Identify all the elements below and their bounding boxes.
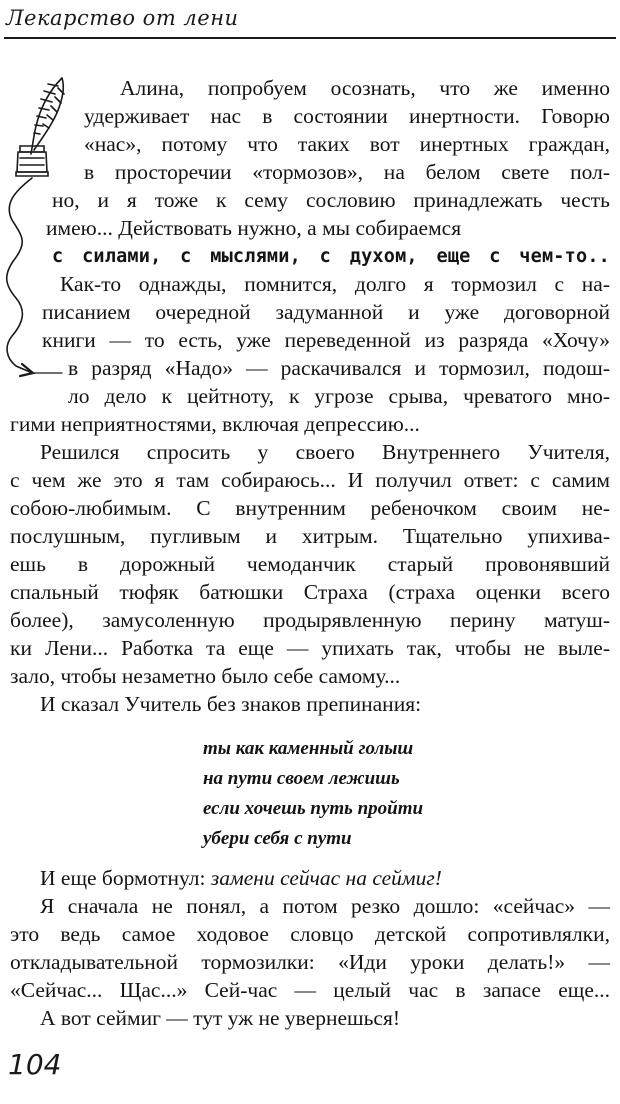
page-number: 104 xyxy=(8,1048,62,1081)
poem-line: на пути своем лежишь xyxy=(203,768,400,789)
text-line: писанием очередной задуманной и уже договорной xyxy=(42,300,610,324)
paragraph-5 xyxy=(40,864,442,892)
poem-line: если хочешь путь пройти xyxy=(203,798,424,819)
poem-line: ты как каменный голыш xyxy=(203,738,414,759)
text-line: удерживает нас в состоянии инертности. Говорю xyxy=(84,104,610,128)
running-title: Лекарство от лени xyxy=(6,6,239,30)
text-line: с чем же это я там собираюсь... И получил ответ: с самим xyxy=(10,468,610,492)
text-line: в разряд «Надо» — раскачивался и тормозил, подош- xyxy=(68,356,610,380)
paragraph-7: А вот сеймиг — тут уж не увернешься! xyxy=(40,1006,400,1030)
header-rule xyxy=(4,37,616,39)
text-line: более), замусоленную продырявленную перину матуш- xyxy=(10,608,610,632)
text-line: гими неприятностями, включая депрессию... xyxy=(10,412,420,436)
text-line: собою-любимым. С внутренним ребеночком своим не- xyxy=(10,496,610,520)
text-line: имею... Действовать нужно, а мы собираемся xyxy=(46,216,462,240)
text-line: это ведь самое ходовое словцо детской сопротивлялки, xyxy=(10,922,610,946)
text-line: книги — то есть, уже переведенной из разряда «Хочу» xyxy=(42,328,610,352)
text-line: спальный тюфяк батюшки Страха (страха оценки всего xyxy=(10,580,610,604)
poem-line: убери себя с пути xyxy=(203,828,352,849)
paragraph-5-lead: И еще бормотнул: xyxy=(40,866,211,890)
text-line: Решился спросить у своего Внутреннего Учителя, xyxy=(40,440,610,464)
text-line: откладывательной тормозилки: «Иди уроки делать!» — xyxy=(10,950,610,974)
text-line: но, и я тоже к сему сословию принадлежать честь xyxy=(52,188,610,212)
text-line: послушным, пугливым и хитрым. Тщательно упихива- xyxy=(10,524,610,548)
text-line: ло дело к цейтноту, к угрозе срыва, чреватого мно- xyxy=(68,384,610,408)
text-line: Как-то однажды, помнится, долго я тормозил с на- xyxy=(60,272,610,296)
text-line: Алина, попробуем осознать, что же именно xyxy=(120,76,610,100)
text-line: «нас», потому что таких вот инертных граждан, xyxy=(84,132,610,156)
paragraph-4: И сказал Учитель без знаков препинания: xyxy=(40,692,422,716)
text-line-emphasis: с силами, с мыслями, с духом, еще с чем-то.. xyxy=(52,246,610,267)
paragraph-5-emphasis: замени сейчас на сеймиг! xyxy=(210,866,442,890)
text-line: зало, чтобы незаметно было себе самому... xyxy=(10,664,401,688)
text-line: ки Лени... Работка та еще — упихать так, чтобы не выле- xyxy=(10,636,610,660)
text-line: Я сначала не понял, а потом резко дошло: «сейчас» — xyxy=(40,894,610,918)
text-line: ешь в дорожный чемоданчик старый провонявший xyxy=(10,552,610,576)
text-line: «Сейчас... Щас...» Сей-час — целый час в запасе еще... xyxy=(10,978,610,1002)
text-line: в просторечии «тормозов», на белом свете пол- xyxy=(84,160,610,184)
